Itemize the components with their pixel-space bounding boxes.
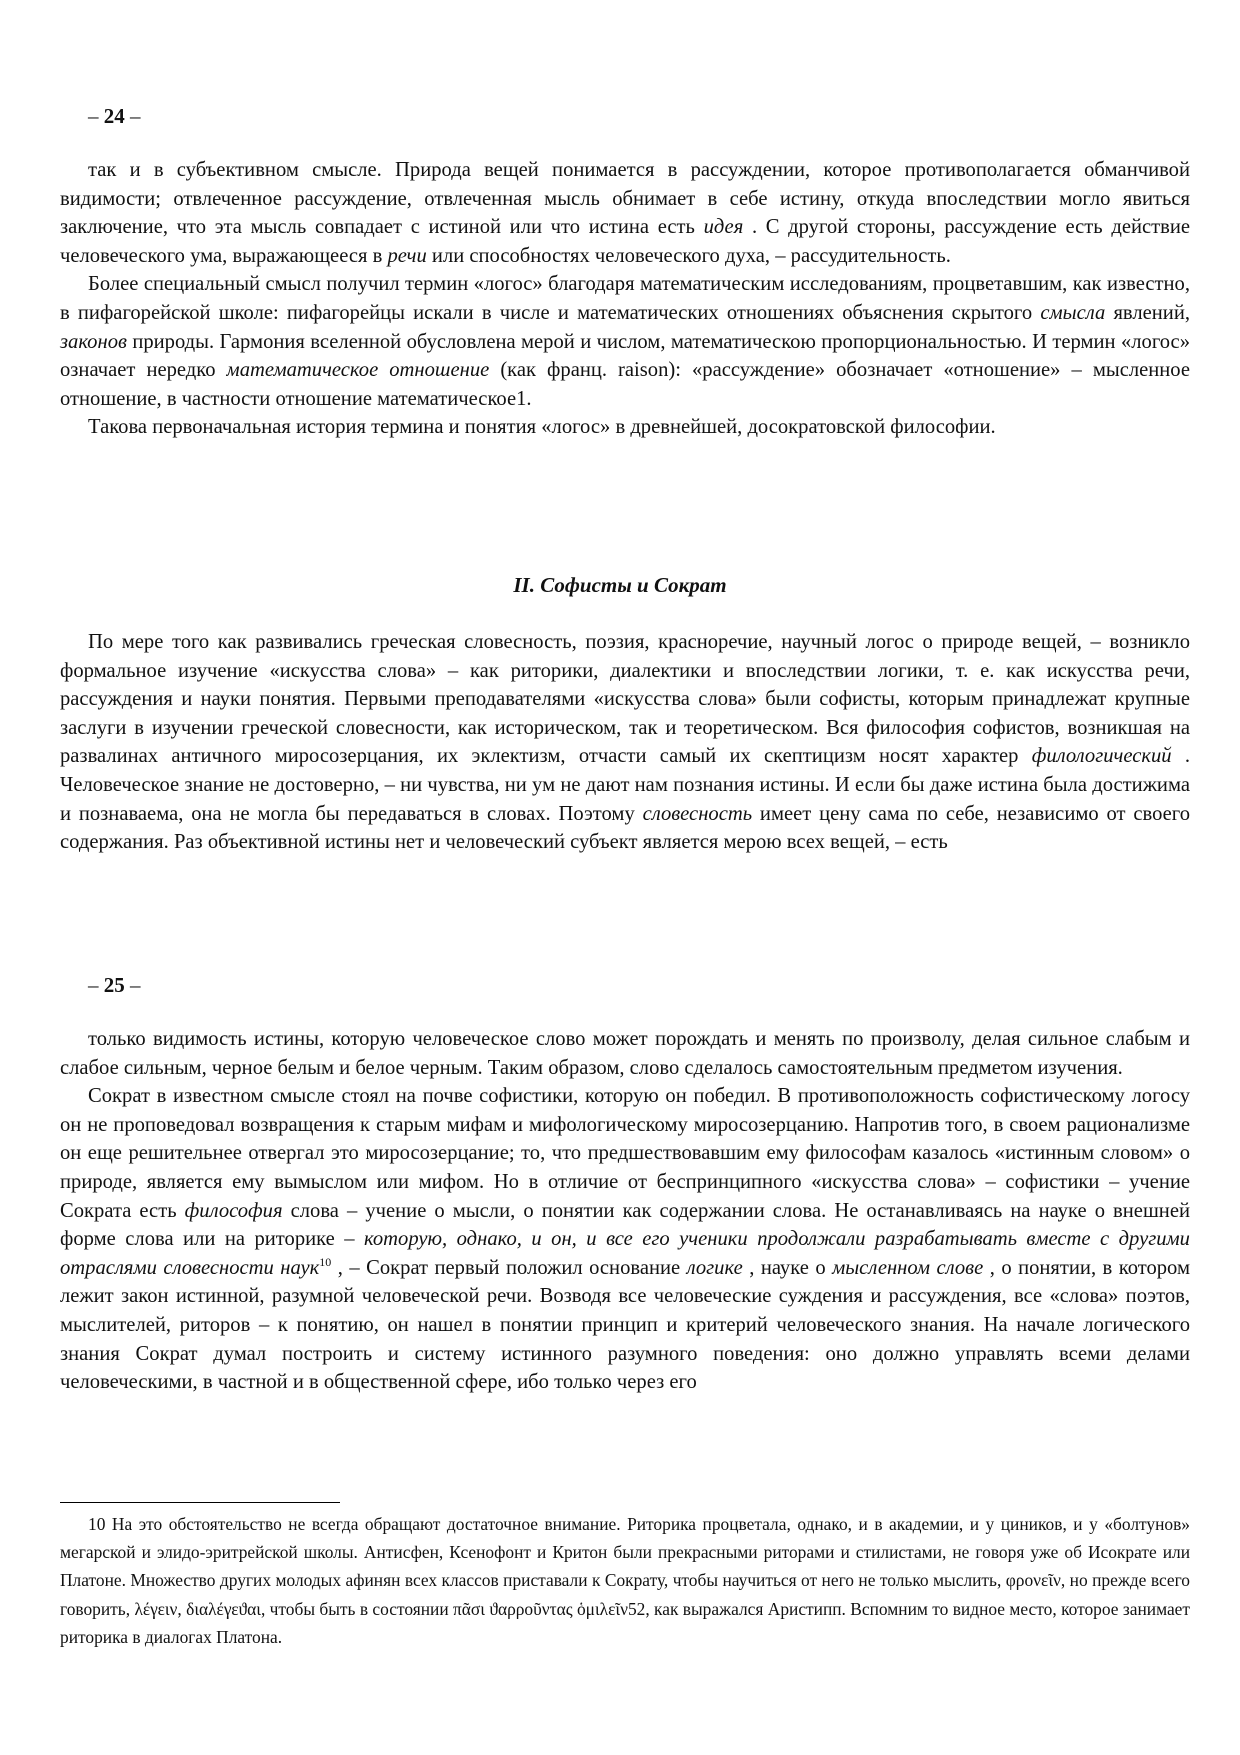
section-socrates xyxy=(60,1025,1190,1397)
section-heading: II. Софисты и Сократ xyxy=(513,573,727,597)
footnote-ref[interactable]: 10 xyxy=(319,1254,332,1269)
paragraph: так и в субъективном смысле. Природа вещей понимается в рассуждении, которое противополагается обманчивой видимости; отвлеченное рассуждение, отвлеченная мысль обнимает в себе истину, откуда впоследствии могло явиться заключение, что эта мысль совпадает с истиной или что истина есть идея . С другой стороны, рассуждение есть действие человеческого ума, выражающееся в речи или способностях человеческого духа, – рассудительность. xyxy=(60,159,1191,267)
footnote-divider xyxy=(60,1502,340,1503)
paragraph: Более специальный смысл получил термин «логос» благодаря математическим исследованиям, процветавшим, как известно, в пифагорейской школе: пифагорейцы искали в числе и математических отношениях объяснения скрытого смысла явлений, законов природы. Гармония вселенной обусловлена мерой и числом, математическою пропорциональностью. И термин «логос» означает нередко математическое отношение (как франц. raison): «рассуждение» обозначает «отношение» – мысленное отношение, в частности отношение математическое1. xyxy=(60,273,1190,410)
page-number-24: – 24 – xyxy=(88,104,141,128)
section-intro xyxy=(60,156,1190,442)
paragraph: только видимость истины, которую человеческое слово может порождать и менять по произволу, делая сильное слабым и слабое сильным, черное белым и белое черным. Таким образом, слово сделалось самостоятельным предметом изучения. xyxy=(60,1028,1190,1079)
footnote: 10 На это обстоятельство не всегда обращают достаточное внимание. Риторика процветала, однако, и в академии, и у циников, и у «болтунов» мегарской и элидо-эритрейской школы. Антисфен, Ксенофонт и Критон были прекрасными риторами и стилистами, не говоря уже об Исократе или Платоне. Множество других молодых афинян всех классов приставали к Сократу, чтобы научиться от него не только мыслить, φρονεῖν, но прежде всего говорить, λέγειν, διαλέγεϑαι, чтобы быть в состоянии πᾶσι ϑαρροῦντας ὁμιλεῖν52, как выражался Аристипп. Вспомним то видное место, которое занимает риторика в диалогах Платона. xyxy=(60,1514,1190,1647)
section-sophists xyxy=(60,628,1190,857)
page-number-25: – 25 – xyxy=(88,973,141,997)
paragraph: Сократ в известном смысле стоял на почве софистики, которую он победил. В противоположность софистическому логосу он не проповедовал возвращения к старым мифам и мифологическому миросозерцанию. Напротив того, в своем рационализме он еще решительнее отвергал это миросозерцание; то, что предшествовавшим ему философам казалось «истинным словом» о природе, является ему вымыслом или мифом. Но в отличие от беспринципного «искусства слова» – софистики – учение Сократа есть философия слова – учение о мысли, о понятии как содержании слова. Не останавливаясь на науке о внешней форме слова или на риторике – которую, однако, и он, и все его ученики продолжали разрабатывать вместе с другими отраслями словесности наук$^{10}$ , – Сократ первый положил основание логике , науке о мысленном слове , о понятии, в котором лежит закон истинной, разумной человеческой речи. Возводя все человеческие суждения и рассуждения, все «слова» поэтов, мыслителей, риторов – к понятию, он нашел в понятии принцип и критерий человеческого знания. На начале логического знания Сократ думал построить и систему истинного разумного поведения: оно должно управлять всеми делами человеческими, в частной и в общественной сфере, ибо только через его xyxy=(60,1085,1190,1394)
paragraph: По мере того как развивались греческая словесность, поэзия, красноречие, научный логос о природе вещей, – возникло формальное изучение «искусства слова» – как риторики, диалектики и впоследствии логики, т. е. как искусства речи, рассуждения и науки понятия. Первыми преподавателями «искусства слова» были софисты, которым принадлежат крупные заслуги в изучении греческой словесности, как историческом, так и теоретическом. Вся философия софистов, возникшая на развалинах античного миросозерцания, их эклектизм, отчасти самый их скептицизм носят характер филологический . Человеческое знание не достоверно, – ни чувства, ни ум не дают нам познания истины. И если бы даже истина была достижима и познаваема, она не могла бы передаваться в словах. Поэтому словесность имеет цену сама по себе, независимо от своего содержания. Раз объективной истины нет и человеческий субъект является мерою всех вещей, – есть xyxy=(60,631,1190,854)
paragraph: Такова первоначальная история термина и понятия «логос» в древнейшей, досократовской философии. xyxy=(88,416,996,439)
